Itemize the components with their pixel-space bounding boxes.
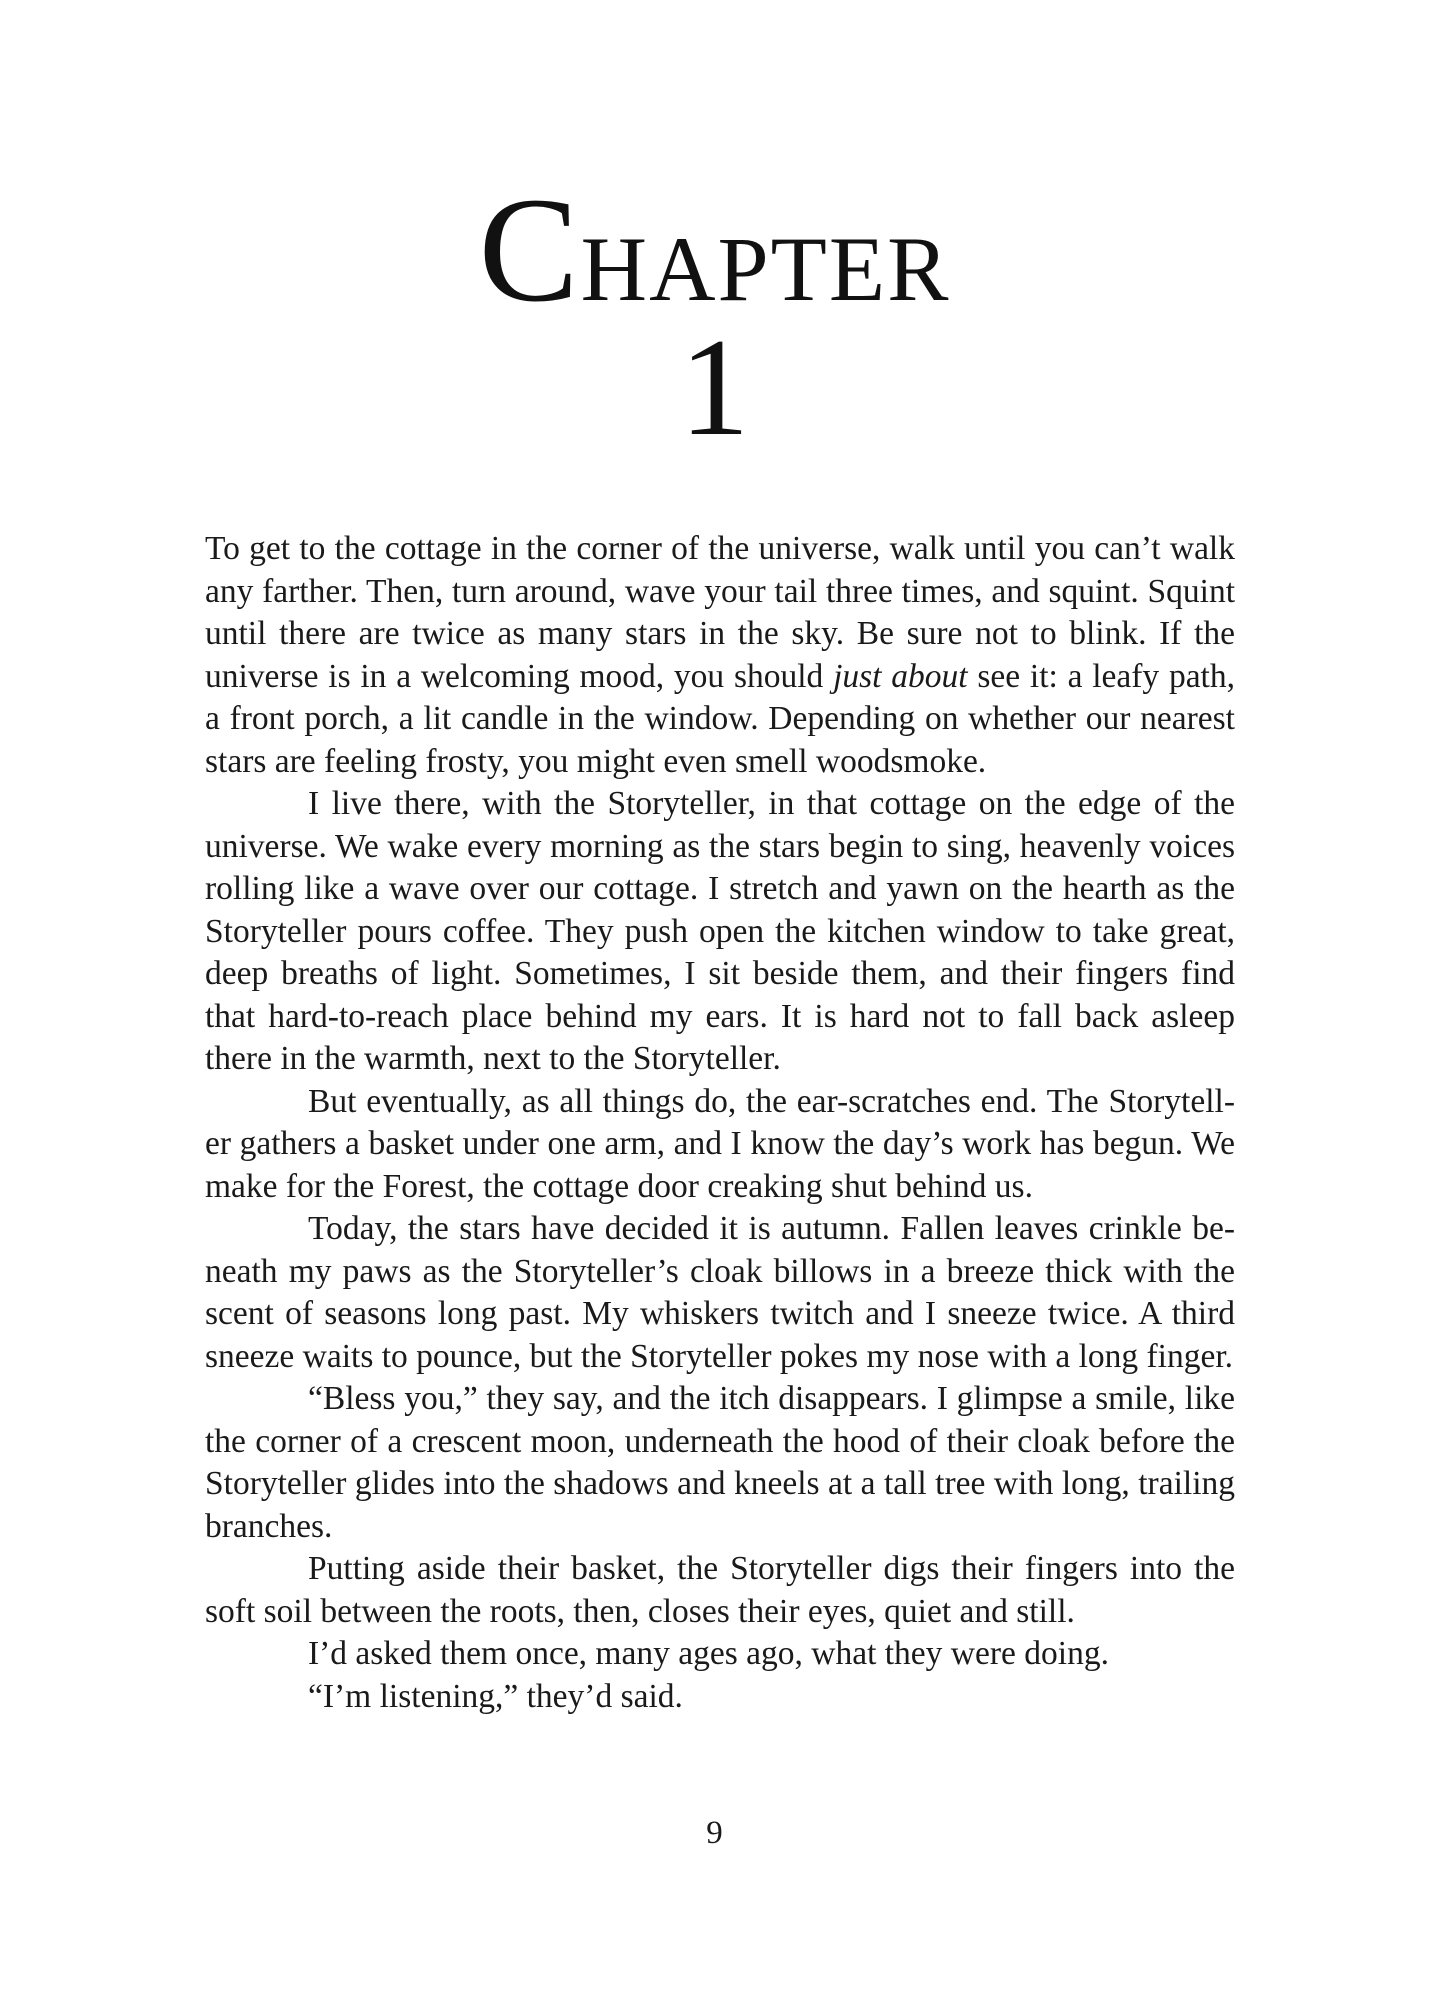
paragraph-4: Today, the stars have decided it is autumn. Fallen leaves crinkle beneath my paws as the Storyteller’s cloak billows in a breeze thick with the scent of seasons long past. My whiskers twitch and I sneeze twice. A third sneeze waits to pounce, but the Storyteller pokes my nose with a long finger. xyxy=(205,1210,1235,1375)
paragraph-1-text-before: To get to the cottage in the corner of the universe, walk until you can’t walk any farther. Then, turn around, wave your tail three times, and squint. Squint until there are twice as many stars in the sky. Be sure not to blink. If the universe is in a welcoming mood, you should xyxy=(205,530,1235,695)
page-number: 9 xyxy=(706,1815,723,1851)
paragraph-1 xyxy=(205,528,1235,783)
paragraph-1-text-after: see it: a leafy path, a front porch, a lit candle in the window. Depending on whether our nearest stars are feeling frosty, you might even smell woodsmoke. xyxy=(205,657,1235,780)
paragraph-2: I live there, with the Storyteller, in that cottage on the edge of the universe. We wake every morning as the stars begin to sing, heavenly voices rolling like a wave over our cottage. I stretch and yawn on the hearth as the Storyteller pours coffee. They push open the kitchen window to take great, deep breaths of light. Sometimes, I sit beside them, and their fingers find that hard-to-reach place behind my ears. It is hard not to fall back asleep there in the warmth, next to the Storyteller. xyxy=(205,785,1235,1077)
paragraph-8: “I’m listening,” they’d said. xyxy=(308,1677,683,1715)
chapter-body xyxy=(205,528,1235,1718)
paragraph-6: Putting aside their basket, the Storyteller digs their fingers into the soft soil between the roots, then, closes their eyes, quiet and still. xyxy=(205,1550,1235,1630)
chapter-title-rest: hapter xyxy=(580,182,951,329)
paragraph-7: I’d asked them once, many ages ago, what they were doing. xyxy=(308,1635,1109,1672)
chapter-title-initial: C xyxy=(478,167,581,333)
chapter-number: 1 xyxy=(679,310,750,465)
paragraph-3: But eventually, as all things do, the ear-scratches end. The Storyteller gathers a basket under one arm, and I know the day’s work has begun. We make for the Forest, the cottage door creaking shut behind us. xyxy=(205,1082,1235,1205)
paragraph-1-emphasis: just about xyxy=(833,657,968,695)
paragraph-5: “Bless you,” they say, and the itch disappears. I glimpse a smile, like the corner of a crescent moon, underneath the hood of their cloak before the Storyteller glides into the shadows and kneels at a tall tree with long, trailing branches. xyxy=(205,1380,1235,1545)
chapter-title xyxy=(0,167,1429,333)
